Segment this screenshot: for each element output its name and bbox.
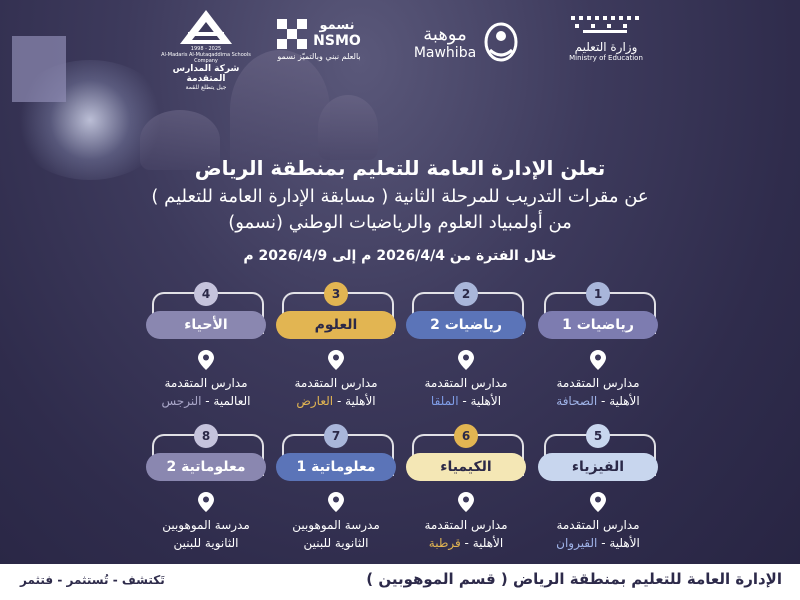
district-name: العارض	[296, 394, 334, 408]
subject-pill: الكيمياء	[406, 453, 526, 481]
subject-pill: الأحياء	[146, 311, 266, 339]
location-pin-icon	[590, 492, 606, 512]
school-type: الأهلية -	[460, 536, 504, 550]
school-name: مدارس المتقدمة	[556, 518, 640, 532]
nsmo-logo	[264, 18, 374, 61]
footer-slogan: تَكتشف - تُستثمر - فتثمر	[20, 573, 165, 587]
mawhiba-logo	[404, 20, 530, 64]
moe-en: Ministry of Education	[569, 54, 643, 62]
card-number: 2	[454, 282, 478, 306]
school-name: مدارس المتقدمة	[294, 376, 378, 390]
school-type: الأهلية -	[597, 536, 640, 550]
footer-bar	[0, 564, 800, 600]
headline-subtitle: عن مقرات التدريب للمرحلة الثانية ( مسابقة الإدارة العامة للتعليم )	[151, 186, 649, 207]
school-tagline: جيل يتطلع للقمة	[185, 84, 227, 91]
subject-pill: رياضيات 1	[538, 311, 658, 339]
school-type: الأهلية -	[333, 394, 376, 408]
card-number: 8	[194, 424, 218, 448]
decorative-square	[12, 36, 66, 102]
school-company-logo	[160, 10, 252, 91]
subject-pill: الفيزياء	[538, 453, 658, 481]
card-number: 1	[586, 282, 610, 306]
school-type: الأهلية -	[458, 394, 502, 408]
district-name: قرطبة	[428, 536, 461, 550]
headline-period: خلال الفترة من 2026/4/4 م إلى 2026/4/9 م	[243, 248, 557, 264]
school-location	[538, 536, 658, 550]
subject-pill: العلوم	[276, 311, 396, 339]
school-year: 1998 - 2025	[190, 46, 222, 52]
school-location	[538, 394, 658, 408]
location-pin-icon	[328, 492, 344, 512]
location-pin-icon	[458, 492, 474, 512]
nsmo-checker-icon	[277, 19, 307, 49]
card-number: 4	[194, 282, 218, 306]
school-location	[406, 536, 526, 550]
location-pin-icon	[198, 350, 214, 370]
card-8	[146, 424, 266, 554]
school-name: مدارس المتقدمة	[556, 376, 640, 390]
mawhiba-en: Mawhiba	[413, 44, 477, 61]
district-name: النرجس	[161, 394, 202, 408]
location-pin-icon	[590, 350, 606, 370]
mawhiba-ar: موهبة	[423, 23, 467, 45]
district-name: الثانوية للبنين	[303, 536, 369, 550]
school-company-en: Al-Madaris Al-Mutaqaddima Schools Company	[161, 52, 251, 64]
nsmo-en: NSMO	[313, 33, 361, 49]
subject-pill: رياضيات 2	[406, 311, 526, 339]
headline-olympiad: من أولمبياد العلوم والرياضيات الوطني (نسمو)	[228, 212, 572, 233]
location-pin-icon	[458, 350, 474, 370]
location-pin-icon	[198, 492, 214, 512]
school-company-ar: شركة المدارس المتقدمة	[172, 64, 240, 84]
student-figure	[318, 95, 378, 160]
moe-dots-icon	[571, 16, 641, 36]
card-5	[538, 424, 658, 554]
moe-logo	[560, 16, 652, 62]
district-name: الثانوية للبنين	[173, 536, 239, 550]
school-type: الأهلية -	[597, 394, 640, 408]
card-2	[406, 282, 526, 412]
subject-pill: معلوماتية 2	[146, 453, 266, 481]
card-4	[146, 282, 266, 412]
card-number: 7	[324, 424, 348, 448]
district-name: القيروان	[556, 536, 598, 550]
nsmo-tagline: بالعلم نبني وبالتميّز نسمو	[277, 52, 361, 61]
footer-department: الإدارة العامة للتعليم بمنطقة الرياض ( قسم الموهوبين )	[366, 570, 782, 588]
school-name: مدرسة الموهوبين	[292, 518, 380, 532]
school-location	[406, 394, 526, 408]
subject-pill: معلوماتية 1	[276, 453, 396, 481]
school-name: مدارس المتقدمة	[164, 376, 248, 390]
moe-ar: وزارة التعليم	[574, 40, 638, 54]
location-pin-icon	[328, 350, 344, 370]
card-3	[276, 282, 396, 412]
headline-title: تعلن الإدارة العامة للتعليم بمنطقة الرياض	[194, 156, 606, 180]
triangle-logo-icon	[180, 10, 232, 44]
school-location	[146, 536, 266, 550]
mawhiba-swirl-icon	[482, 20, 520, 64]
district-name: الصحافة	[556, 394, 598, 408]
school-location	[146, 394, 266, 408]
card-number: 5	[586, 424, 610, 448]
school-type: العالمية -	[201, 394, 251, 408]
school-name: مدرسة الموهوبين	[162, 518, 250, 532]
school-name: مدارس المتقدمة	[424, 376, 508, 390]
card-7	[276, 424, 396, 554]
school-location	[276, 536, 396, 550]
district-name: الملقا	[430, 394, 459, 408]
card-number: 3	[324, 282, 348, 306]
card-number: 6	[454, 424, 478, 448]
card-6	[406, 424, 526, 554]
card-1	[538, 282, 658, 412]
school-location	[276, 394, 396, 408]
school-name: مدارس المتقدمة	[424, 518, 508, 532]
nsmo-ar: نسمو	[319, 18, 355, 33]
